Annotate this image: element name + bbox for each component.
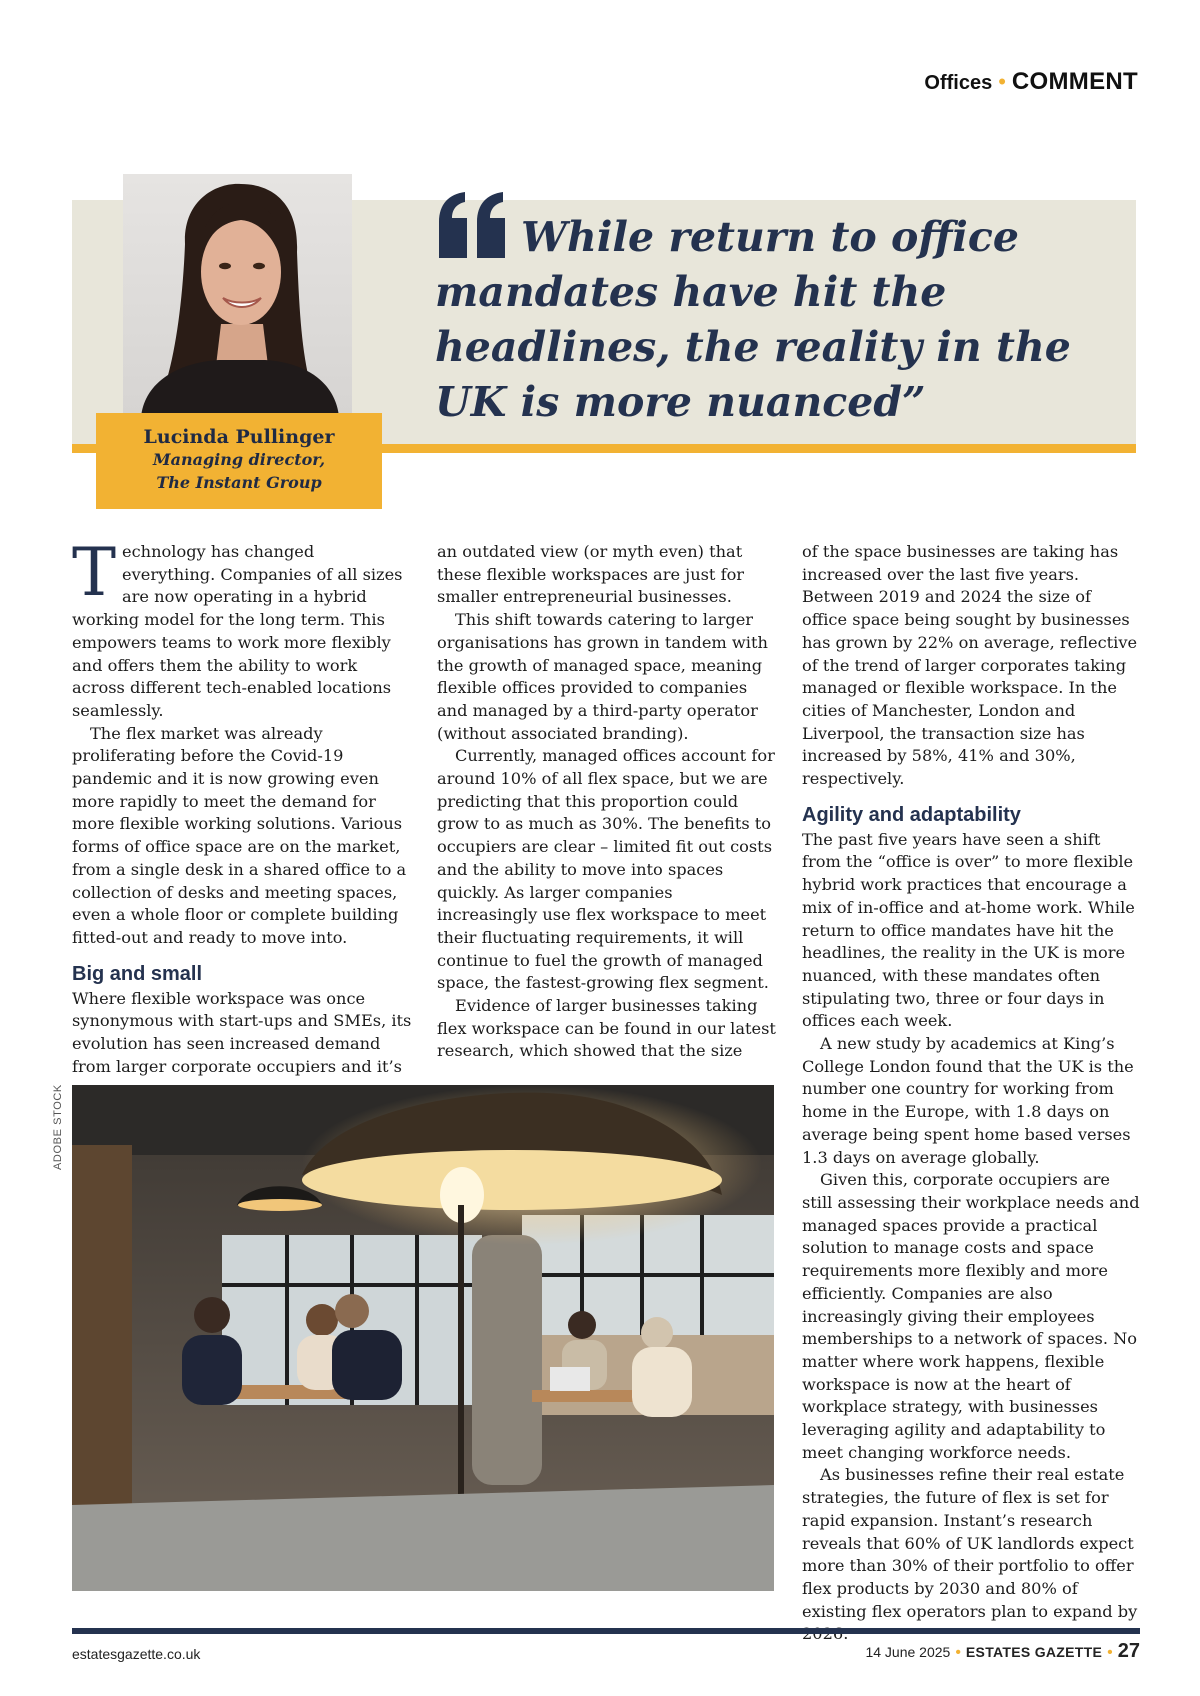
- paragraph: This shift towards catering to larger organisations has grown in tandem with the growth of managed space, meaning flexible offices provided to companies and managed by a third-party operator (without associated branding).: [437, 610, 768, 743]
- paragraph: As businesses refine their real estate strategies, the future of flex is set for rapid expansion. Instant’s research reveals that 60% of UK landlords expect more than 30% of their portfolio to offer flex products by 2030 and 80% of existing flex operators plan to expand by: [802, 1465, 1138, 1621]
- author-portrait: [123, 174, 352, 417]
- paragraph: of the space businesses are taking has increased over the last five years. Between 2019 and 2024 the size of office space being sought by businesses has grown by 22% on average, reflective of the trend of larger corporates taking managed or flexible workspace. In the cities of Manchester, London and Liverpool, the transaction size has increased by 58%, 41% and 30%, respectively.: [802, 542, 1138, 789]
- paragraph: Currently, managed offices account for around 10% of all flex space, but we are predicting that this proportion could grow to as much as 30%. The benefits to occupiers are clear – limited fit out costs and the ability to move into spaces quickly. As larger companies increasingly use flex workspace to meet their fluctuating requirements, it will continue to fuel the growth of managed space, the fastest-growing flex segment.: [437, 746, 775, 993]
- section-label: Offices: [924, 72, 993, 94]
- author-role: Managing director,: [152, 450, 326, 469]
- page-number: 27: [1117, 1640, 1140, 1662]
- pull-quote-text: While return to office mandates have hit the headlines, the reality in the UK is more nuanced”: [435, 213, 1071, 426]
- subheading: Agility and adaptability: [802, 803, 1021, 826]
- paragraph: The past five years have seen a shift from the “office is over” to more flexible hybrid work practices that encourage a mix of in-office and at-home work. While return to office mandates have hit the headlines, the reality in the UK is more nuanced, with these mandates often stipulating two, three or four days in offices each week.: [802, 829, 1135, 1031]
- footer-rule: [72, 1628, 1140, 1634]
- footer-publication: ESTATES GAZETTE: [965, 1644, 1103, 1660]
- paragraph: Where flexible workspace was once synonymous with start-ups and SMEs, its evolution has seen increased demand from larger corporate occupiers and it’s: [72, 988, 412, 1076]
- paragraph: [72, 534, 412, 723]
- header-separator: •: [998, 69, 1006, 94]
- body-column-3: [802, 541, 1140, 1646]
- paragraph: an outdated view (or myth even) that these flexible workspaces are just for smaller entrepreneurial businesses.: [437, 542, 745, 607]
- photo-credit: ADOBE STOCK: [52, 1084, 64, 1170]
- paragraph: Evidence of larger businesses taking flex workspace can be found in our latest research, which showed that the size: [437, 996, 776, 1061]
- footer-info: [865, 1640, 1140, 1663]
- footer-date: 14 June 2025: [865, 1644, 951, 1660]
- author-byline: [96, 413, 382, 509]
- drop-cap: T: [72, 534, 117, 611]
- pull-quote: [435, 210, 1135, 430]
- footer-separator: •: [955, 1644, 961, 1661]
- section-header: [924, 68, 1138, 96]
- section-kind: COMMENT: [1011, 68, 1138, 95]
- author-company: The Instant Group: [156, 473, 322, 492]
- office-photo: [72, 1085, 774, 1591]
- paragraph: The flex market was already proliferating before the Covid-19 pandemic and it is now growing even more rapidly to meet the demand for more flexible working solutions. Various forms of office space are on the market, from a single desk in a shared office to a collection of desks and meeting spaces, even a whole floor or complete building fitted-out and ready to move into.: [72, 723, 407, 947]
- subheading: Big and small: [72, 962, 203, 985]
- paragraph: Given this, corporate occupiers are still assessing their workplace needs and managed spaces provide a practical solution to manage costs and space requirements more flexibly and more efficiently. Companies are also increasingly giving their employees memberships to a network of spaces. No matter where work happens, flexible workspace is now at the heart of workplace strategy, with businesses leveraging agility and adaptability to meet changing workforce needs.: [802, 1170, 1140, 1462]
- paragraph: A new study by academics at King’s College London found that the UK is the number one country for working from home in the Europe, with 1.8 days on average being spent home based verses 1.3 days on average globally.: [802, 1034, 1134, 1167]
- footer-site: estatesgazette.co.uk: [72, 1646, 201, 1662]
- footer-separator: •: [1107, 1644, 1113, 1661]
- body-column-1: [72, 534, 412, 1078]
- paragraph-text: echnology has changed everything. Companies of all sizes are now operating in a hybrid working model for the long term. This empowers teams to work more flexibly and offers them the ability to work across different tech-enabled locations seamlessly.: [72, 542, 403, 720]
- body-column-2: [437, 541, 777, 1063]
- author-name: Lucinda Pullinger: [143, 426, 335, 448]
